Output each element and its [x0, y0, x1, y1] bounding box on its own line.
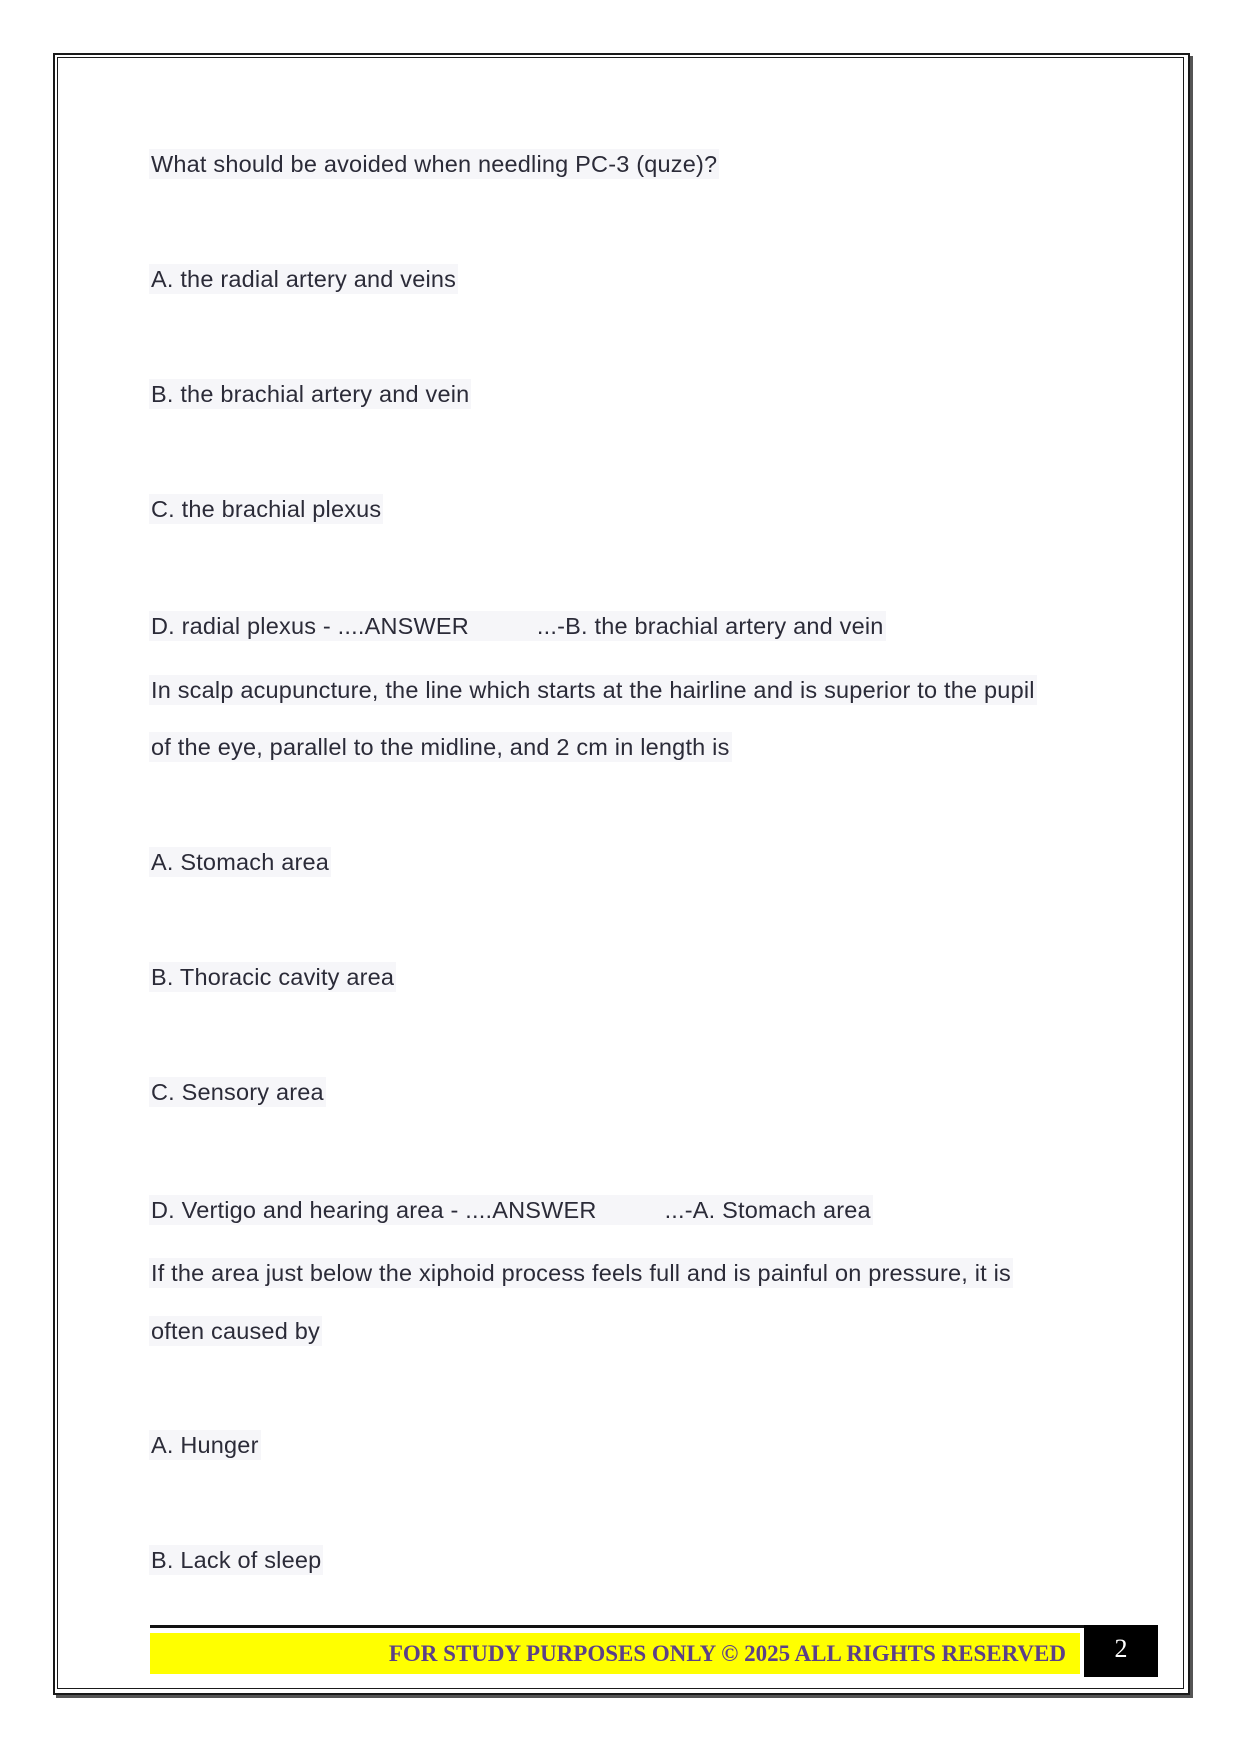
- question-1-option-d: D. radial plexus - ....ANSWER: [151, 613, 469, 639]
- question-2-option-b: B. Thoracic cavity area: [151, 964, 395, 990]
- question-1-answer-line: [149, 611, 886, 641]
- question-2-option-a: A. Stomach area: [151, 849, 330, 875]
- question-2-text-line-2: of the eye, parallel to the midline, and 2 cm in length is: [151, 734, 730, 760]
- question-2-answer: ...-A. Stomach area: [664, 1197, 871, 1223]
- question-1-text: What should be avoided when needling PC-3 (quze)?: [151, 151, 718, 177]
- question-2-text-line-1: In scalp acupuncture, the line which starts at the hairline and is superior to the pupil: [151, 677, 1035, 703]
- question-1-option-c: C. the brachial plexus: [151, 496, 382, 522]
- question-1-answer: ...-B. the brachial artery and vein: [536, 613, 884, 639]
- question-1-option-a: A. the radial artery and veins: [151, 266, 457, 292]
- question-2-option-c: C. Sensory area: [151, 1079, 324, 1105]
- question-1-option-b: B. the brachial artery and vein: [151, 381, 470, 407]
- page-number: 2: [1084, 1625, 1158, 1677]
- question-3-text-line-1: If the area just below the xiphoid process feels full and is painful on pressure, it is: [151, 1260, 1011, 1286]
- question-2-option-d: D. Vertigo and hearing area - ....ANSWER: [151, 1197, 597, 1223]
- footer-rule: [150, 1625, 1085, 1628]
- question-3-option-b: B. Lack of sleep: [151, 1547, 322, 1573]
- question-2-answer-line: [149, 1195, 873, 1225]
- footer-notice: FOR STUDY PURPOSES ONLY © 2025 ALL RIGHTS RESERVED: [150, 1633, 1080, 1674]
- question-3-text-line-2: often caused by: [151, 1318, 320, 1344]
- question-3-option-a: A. Hunger: [151, 1432, 259, 1458]
